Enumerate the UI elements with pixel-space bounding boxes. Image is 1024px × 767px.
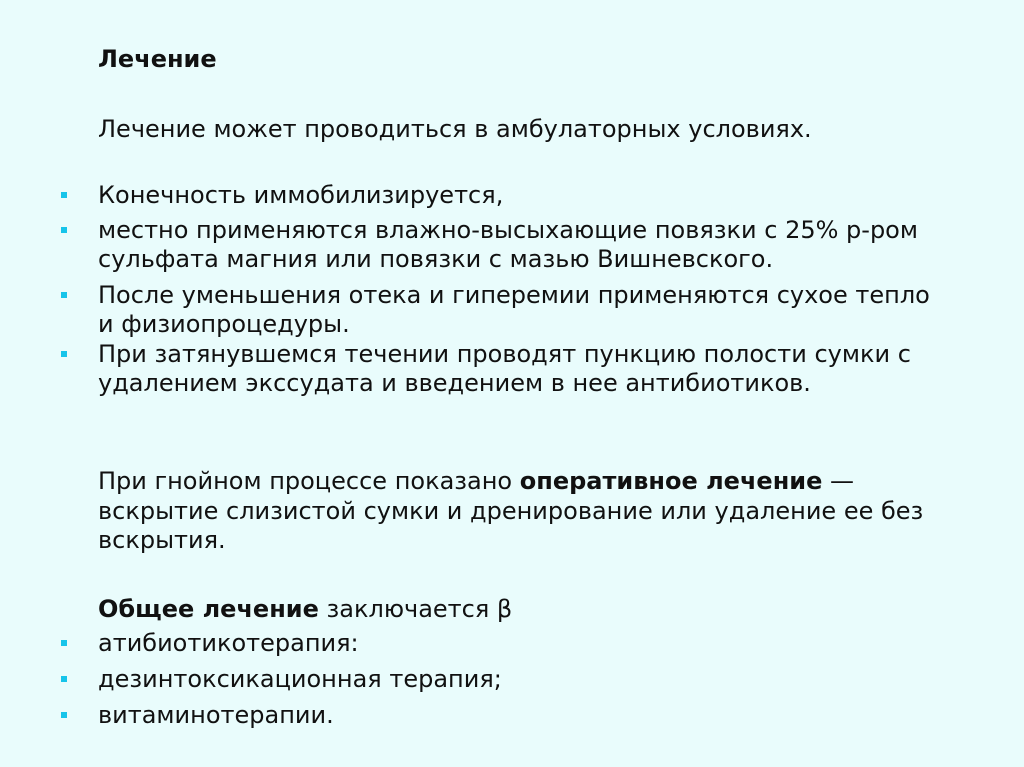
bullet-marker-icon	[61, 351, 67, 357]
surgical-prefix: При гнойном процессе показано	[98, 467, 520, 495]
bullet-antibiotic-therapy: атибиотикотерапия:	[98, 629, 359, 657]
surgical-paragraph-line3: вскрытия.	[98, 526, 226, 554]
bullet-marker-icon	[61, 227, 67, 233]
bullet-vitamin-therapy: витаминотерапии.	[98, 701, 334, 729]
surgical-paragraph-line2: вскрытие слизистой сумки и дренирование или удаление ее без	[98, 497, 924, 525]
bullet-marker-icon	[61, 292, 67, 298]
bullet-marker-icon	[61, 192, 67, 198]
intro-text: Лечение может проводиться в амбулаторных условиях.	[98, 115, 812, 143]
slide-title: Лечение	[98, 45, 217, 73]
surgical-paragraph-line1	[98, 466, 854, 496]
bullet-dressings-line1: местно применяются влажно-высыхающие повязки с 25% р-ром	[98, 216, 918, 244]
general-suffix: заключается β	[318, 595, 513, 623]
bullet-puncture-line2: удалением экссудата и введением в нее антибиотиков.	[98, 369, 811, 397]
general-bold: Общее лечение	[98, 595, 319, 623]
bullet-immobilization: Конечность иммобилизируется,	[98, 181, 504, 209]
surgical-suffix: —	[822, 467, 855, 495]
bullet-detox-therapy: дезинтоксикационная терапия;	[98, 665, 502, 693]
bullet-dry-heat-line2: и физиопроцедуры.	[98, 310, 350, 338]
surgical-bold: оперативное лечение	[519, 467, 823, 495]
bullet-dressings-line2: сульфата магния или повязки с мазью Вишневского.	[98, 245, 774, 273]
bullet-marker-icon	[61, 676, 67, 682]
bullet-marker-icon	[61, 712, 67, 718]
general-treatment-heading	[98, 594, 512, 624]
bullet-dry-heat-line1: После уменьшения отека и гиперемии применяются сухое тепло	[98, 281, 930, 309]
bullet-puncture-line1: При затянувшемся течении проводят пункцию полости сумки с	[98, 340, 911, 368]
bullet-marker-icon	[61, 640, 67, 646]
